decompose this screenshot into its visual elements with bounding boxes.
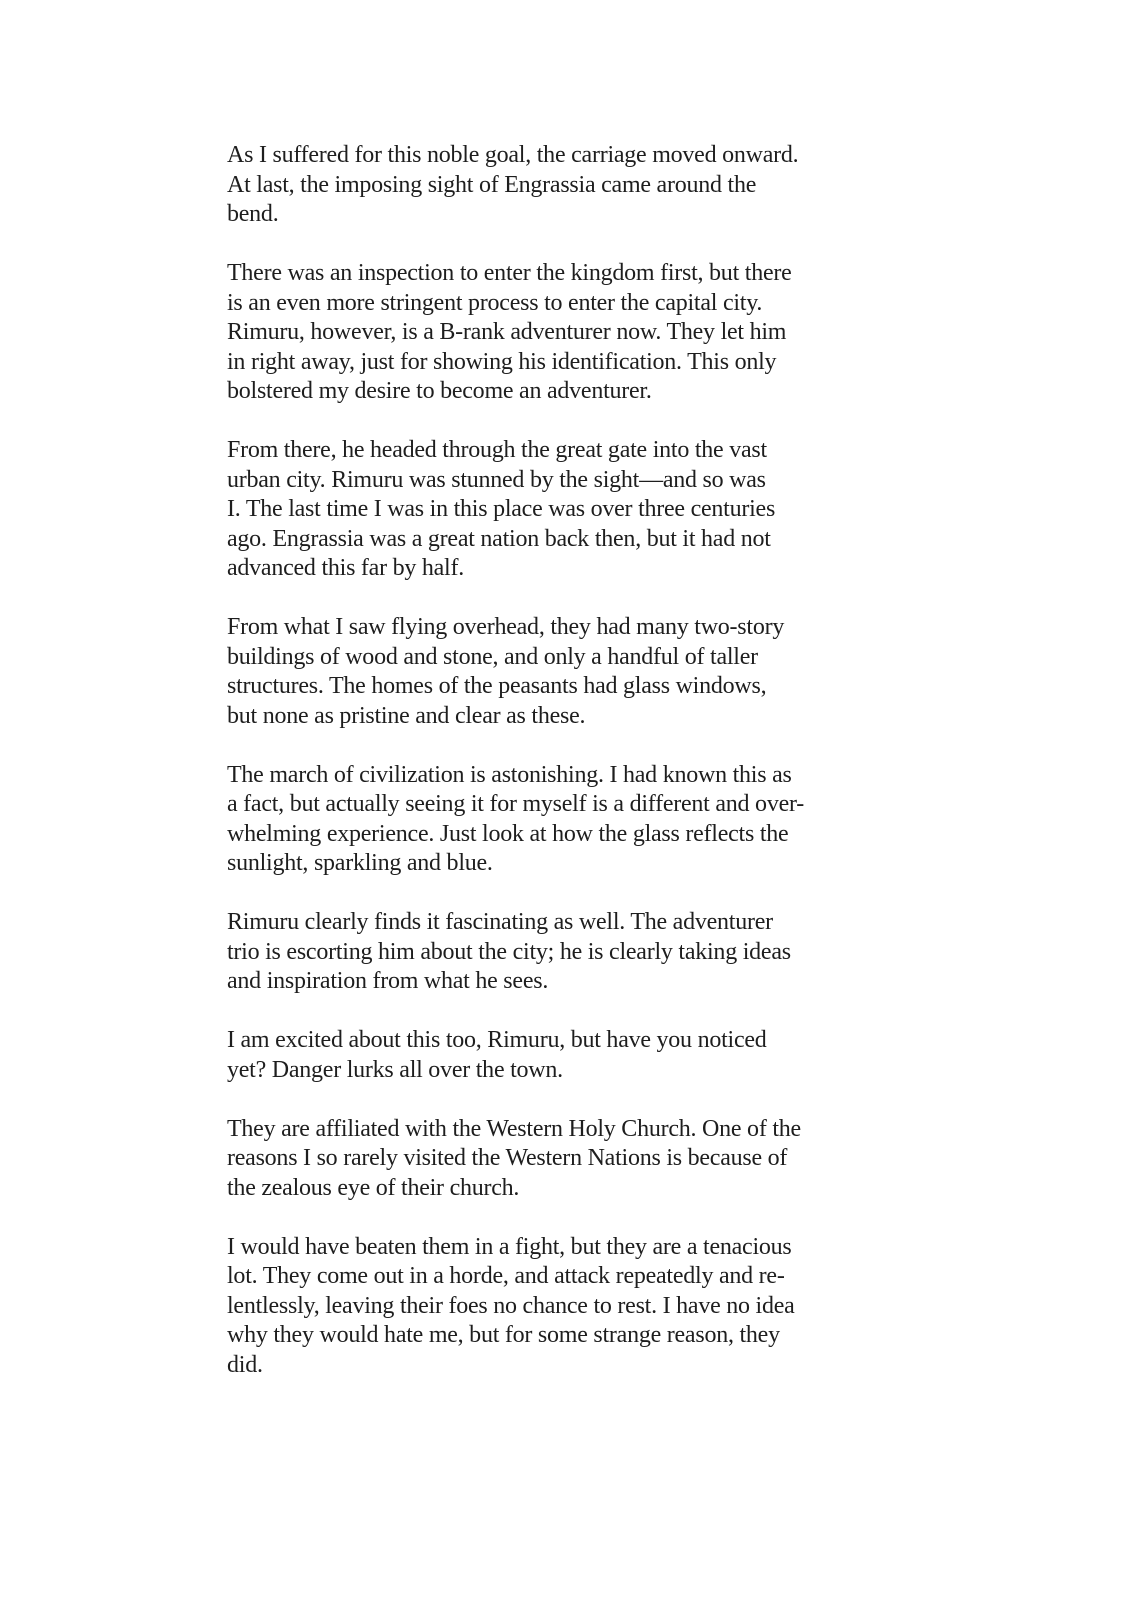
- text-line: is an even more stringent process to enter the capital city.: [227, 289, 763, 316]
- text-line: in right away, just for showing his identification. This only: [227, 348, 777, 375]
- text-line: did.: [227, 1351, 263, 1378]
- text-line: buildings of wood and stone, and only a handful of taller: [227, 643, 758, 670]
- text-line: lentlessly, leaving their foes no chance to rest. I have no idea: [227, 1292, 795, 1319]
- paragraph-5: [227, 761, 917, 879]
- text-line: The march of civilization is astonishing. I had known this as: [227, 761, 792, 788]
- text-line: structures. The homes of the peasants had glass windows,: [227, 673, 767, 699]
- paragraph-4: [227, 613, 917, 731]
- text-line: Rimuru clearly finds it fascinating as well. The adventurer: [227, 909, 773, 935]
- text-line: why they would hate me, but for some strange reason, they: [227, 1322, 780, 1348]
- text-line: There was an inspection to enter the kingdom first, but there: [227, 260, 792, 286]
- text-line: I would have beaten them in a fight, but they are a tenacious: [227, 1233, 792, 1260]
- text-line: I. The last time I was in this place was over three centuries: [227, 496, 776, 522]
- text-line: They are affiliated with the Western Holy Church. One of the: [227, 1115, 801, 1142]
- paragraph-9: [227, 1233, 917, 1381]
- text-line: Rimuru, however, is a B-rank adventurer now. They let him: [227, 319, 787, 345]
- text-line: bend.: [227, 201, 279, 227]
- text-line: the zealous eye of their church.: [227, 1174, 520, 1201]
- text-line: As I suffered for this noble goal, the carriage moved onward.: [227, 142, 799, 168]
- text-line: bolstered my desire to become an adventurer.: [227, 378, 652, 404]
- text-line: sunlight, sparkling and blue.: [227, 850, 493, 876]
- paragraph-1: [227, 141, 917, 230]
- text-line: From what I saw flying overhead, they had many two-story: [227, 614, 785, 640]
- text-line: ago. Engrassia was a great nation back then, but it had not: [227, 525, 771, 552]
- text-line: lot. They come out in a horde, and attack repeatedly and re-: [227, 1263, 785, 1289]
- paragraph-8: [227, 1115, 917, 1204]
- paragraph-7: [227, 1026, 917, 1085]
- text-line: but none as pristine and clear as these.: [227, 702, 586, 729]
- text-line: From there, he headed through the great gate into the vast: [227, 437, 767, 463]
- text-line: yet? Danger lurks all over the town.: [227, 1056, 563, 1083]
- paragraph-3: [227, 436, 917, 584]
- text-line: urban city. Rimuru was stunned by the sight—and so was: [227, 466, 766, 493]
- text-line: a fact, but actually seeing it for myself is a different and over-: [227, 791, 805, 817]
- text-block: [227, 141, 917, 1410]
- text-line: I am excited about this too, Rimuru, but have you noticed: [227, 1027, 767, 1053]
- text-line: At last, the imposing sight of Engrassia came around the: [227, 171, 757, 198]
- text-line: advanced this far by half.: [227, 555, 464, 581]
- text-line: whelming experience. Just look at how the glass reflects the: [227, 820, 789, 847]
- text-line: reasons I so rarely visited the Western Nations is because of: [227, 1145, 788, 1171]
- text-line: trio is escorting him about the city; he is clearly taking ideas: [227, 938, 791, 965]
- text-line: and inspiration from what he sees.: [227, 968, 549, 994]
- paragraph-6: [227, 908, 917, 997]
- paragraph-2: [227, 259, 917, 407]
